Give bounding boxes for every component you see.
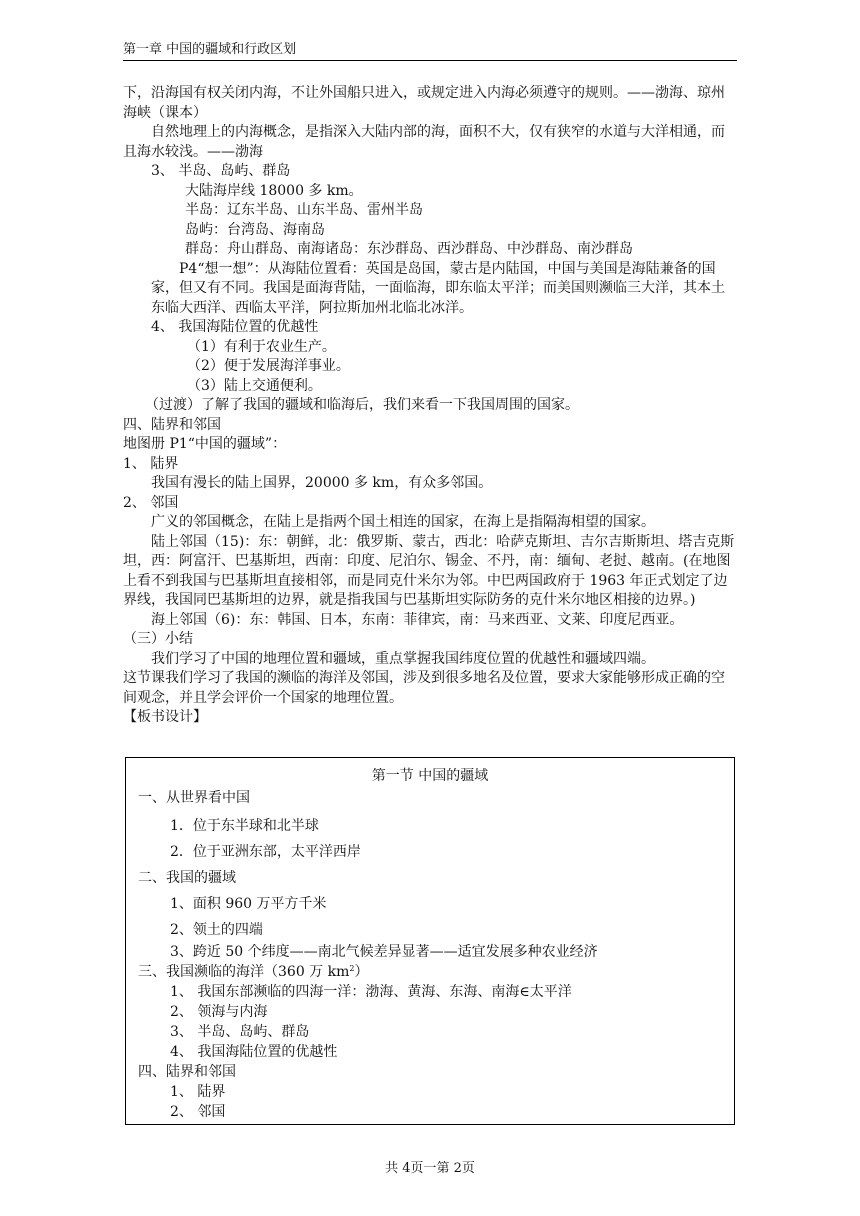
board-line: 一、从世界看中国: [138, 790, 250, 806]
paragraph: 广义的邻国概念，在陆上是指两个国土相连的国家，在海上是指隔海相望的国家。: [151, 514, 655, 530]
paragraph: 我国有漫长的陆上国界，20000 多 km，有众多邻国。: [151, 475, 493, 491]
paragraph: 自然地理上的内海概念，是指深入大陆内部的海，面积不大，仅有狭窄的水道与大洋相通，而且海水较浅。——渤海: [123, 124, 725, 160]
paragraph: 3、 半岛、岛屿、群岛: [151, 163, 291, 179]
board-line: 三、我国濒临的海洋（360 万 $km^2$）: [138, 964, 369, 980]
board-line: 二、我国的疆域: [138, 870, 236, 886]
paragraph: 四、陆界和邻国: [123, 416, 221, 433]
page-header: [123, 42, 737, 61]
board-line: 1．位于东半球和北半球: [170, 818, 319, 834]
board-line: 2、领土的四端: [170, 922, 263, 938]
board-line: 2．位于亚洲东部，太平洋西岸: [170, 844, 361, 860]
paragraph: 下，沿海国有权关闭内海，不让外国船只进入，或规定进入内海必须遵守的规则。——渤海、琼州海峡（课本）: [123, 85, 725, 121]
paragraph: 地图册 P1“中国的疆域”：: [123, 436, 287, 452]
board-line: 3、跨近 50 个纬度——南北气候差异显著——适宜发展多种农业经济: [170, 944, 598, 960]
paragraph: 4、 我国海陆位置的优越性: [151, 319, 319, 335]
document-body: [123, 84, 737, 728]
board-line: 1、 陆界: [170, 1084, 226, 1100]
page-footer: [0, 1157, 860, 1176]
board-title: 第一节 中国的疆域: [371, 768, 489, 784]
paragraph: 半岛：辽东半岛、山东半岛、雷州半岛: [185, 202, 423, 218]
board-line: 3、 半岛、岛屿、群岛: [170, 1024, 310, 1040]
board-design-box: [125, 757, 735, 1125]
paragraph: （3）陆上交通便利。: [187, 377, 322, 394]
paragraph: 陆上邻国（15)：东：朝鲜，北：俄罗斯、蒙古，西北：哈萨克斯坦、吉尔吉斯斯坦、塔吉克斯坦，西：阿富汗、巴基斯坦，西南：印度、尼泊尔、锡金、不丹，南：缅甸、老挝、越南。(在地图上看不到我国与巴基斯坦直接相邻，而是同克什米尔为邻。中巴两国政府于 1963 年正式划定了边界线，我国同巴基斯坦的边界，就是指我国与巴基斯坦实际防务的克什米尔地区相接的边界。): [123, 533, 735, 608]
paragraph: 这节课我们学习了我国的濒临的海洋及邻国，涉及到很多地名及位置，要求大家能够形成正确的空间观念，并且学会评价一个国家的地理位置。: [123, 670, 725, 706]
paragraph: 2、 邻国: [123, 494, 179, 511]
paragraph: 海上邻国（6)：东：韩国、日本，东南：菲律宾，南：马来西亚、文莱、印度尼西亚。: [151, 611, 684, 628]
board-line: 1、 我国东部濒临的四海一洋：渤海、黄海、东海、南海∈太平洋: [170, 984, 572, 1000]
paragraph: 群岛：舟山群岛、南海诸岛：东沙群岛、西沙群岛、中沙群岛、南沙群岛: [185, 241, 633, 257]
board-line: 四、陆界和邻国: [138, 1064, 236, 1080]
paragraph: （2）便于发展海洋事业。: [187, 358, 350, 374]
page-number: 共 4页一第 2页: [385, 1161, 475, 1176]
paragraph: （三）小结: [123, 631, 193, 647]
paragraph: （过渡）了解了我国的疆域和临海后，我们来看一下我国周围的国家。: [145, 397, 579, 413]
board-line: 4、 我国海陆位置的优越性: [170, 1044, 338, 1060]
paragraph: 岛屿：台湾岛、海南岛: [185, 221, 325, 238]
paragraph: 我们学习了中国的地理位置和疆域，重点掌握我国纬度位置的优越性和疆域四端。: [151, 650, 655, 667]
header-title: 第一章 中国的疆域和行政区划: [123, 42, 297, 57]
board-line: 1、面积 960 万平方千米: [170, 896, 327, 912]
paragraph: P4“想一想”：从海陆位置看：英国是岛国，蒙古是内陆国，中国与美国是海陆兼备的国家，但又有不同。我国是面海背陆，一面临海，即东临太平洋；而美国则濒临三大洋，其本土东临大西洋、西临太平洋，阿拉斯加州北临北冰洋。: [151, 260, 725, 316]
paragraph: （1）有利于农业生产。: [187, 338, 336, 355]
paragraph: 1、 陆界: [123, 455, 179, 472]
board-line: 2、 邻国: [170, 1104, 226, 1120]
paragraph: 大陆海岸线 18000 多 km。: [185, 182, 363, 199]
board-line: 2、 领海与内海: [170, 1004, 268, 1020]
paragraph: 【板书设计】: [123, 709, 207, 725]
